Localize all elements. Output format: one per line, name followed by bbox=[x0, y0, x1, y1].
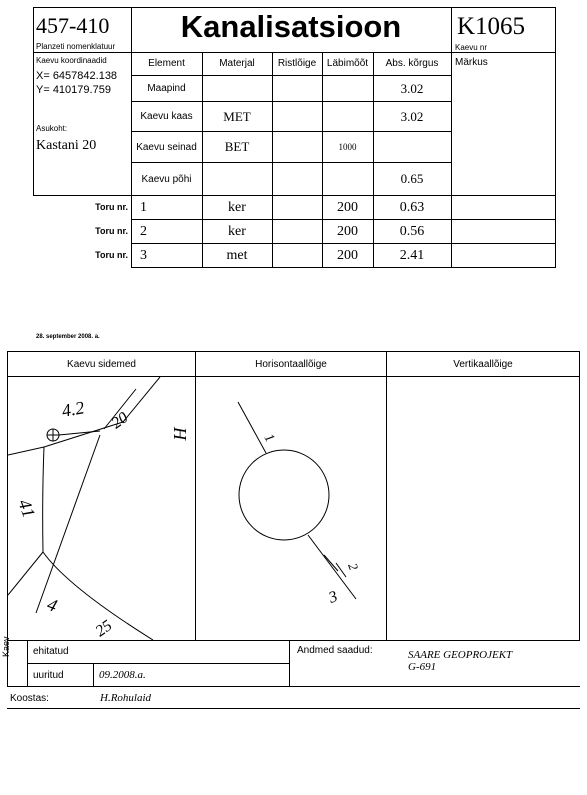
connections-sketch bbox=[8, 377, 195, 640]
panel-horizontal-title: Horisontaallõige bbox=[255, 358, 327, 370]
sheet-code: 457-410 bbox=[36, 13, 110, 38]
col-material-header: Materjal bbox=[219, 57, 255, 69]
sketch-number: 4 bbox=[44, 593, 60, 616]
company-name: SAARE GEOPROJEKT bbox=[408, 649, 513, 661]
sketch-number: 41 bbox=[14, 496, 40, 521]
coord-x: X= 6457842.138 bbox=[36, 70, 118, 82]
row-diameter: 1000 bbox=[338, 142, 357, 152]
sketch-number: 25 bbox=[92, 617, 116, 640]
sheet-code-label: Planzeti nomenklatuur bbox=[36, 42, 116, 51]
col-cross-header: Ristlõige bbox=[277, 57, 317, 69]
pipe-label: Toru nr. bbox=[95, 202, 128, 212]
pipe-diameter: 200 bbox=[337, 199, 358, 215]
row-height: 3.02 bbox=[400, 80, 424, 96]
pipe-material: met bbox=[226, 247, 248, 263]
coords-label: Kaevu koordinaadid bbox=[36, 56, 107, 65]
pipe-no: 3 bbox=[140, 248, 147, 263]
well-number: K1065 bbox=[457, 13, 526, 40]
sketch-number: H bbox=[170, 427, 190, 440]
compiled-label: Koostas: bbox=[10, 693, 49, 704]
pipe-height: 2.41 bbox=[399, 247, 425, 263]
pipe-diameter: 200 bbox=[337, 247, 358, 263]
pipe-material: ker bbox=[228, 199, 246, 215]
col-element-header: Element bbox=[148, 57, 185, 69]
row-element: Kaevu seinad bbox=[136, 141, 197, 153]
pipe-material: ker bbox=[228, 223, 246, 239]
pipe-height: 0.63 bbox=[399, 199, 425, 215]
document-date: 28. september 2008. a. bbox=[36, 334, 100, 340]
row-height: 0.65 bbox=[400, 171, 424, 186]
document-title: Kanalisatsioon bbox=[180, 9, 402, 44]
connections-handwritten-numbers bbox=[14, 397, 190, 640]
compiler-name: H.Rohulaid bbox=[100, 692, 152, 704]
col-height-header: Abs. kõrgus bbox=[385, 57, 439, 69]
surveyed-label: uuritud bbox=[33, 670, 64, 681]
panel-connections-title: Kaevu sidemed bbox=[67, 358, 136, 370]
horizontal-section-sketch bbox=[196, 377, 386, 640]
pipe-label: Toru nr. bbox=[95, 250, 128, 260]
pipe-number-label: 2 bbox=[345, 560, 362, 573]
row-height: 3.02 bbox=[400, 108, 424, 124]
row-material: BET bbox=[224, 139, 250, 154]
row-element: Kaevu põhi bbox=[141, 173, 192, 185]
sketch-number: 20 bbox=[108, 409, 132, 433]
built-label: ehitatud bbox=[33, 646, 69, 657]
pipe-label: Toru nr. bbox=[95, 226, 128, 236]
row-element: Kaevu kaas bbox=[140, 111, 193, 122]
pipe-number-label: 3 bbox=[326, 588, 340, 607]
location: Kastani 20 bbox=[36, 138, 97, 153]
row-element: Maapind bbox=[147, 83, 186, 94]
pipe-no: 2 bbox=[140, 224, 147, 239]
company-code: G-691 bbox=[408, 661, 437, 673]
panel-vertical-title: Vertikaallõige bbox=[453, 358, 513, 370]
data-from-label: Andmed saadud: bbox=[297, 645, 373, 656]
col-diameter-header: Läbimõõt bbox=[326, 57, 369, 69]
surveyed-date: 09.2008.a. bbox=[99, 669, 146, 681]
sketch-number: 4.2 bbox=[60, 397, 86, 421]
location-label: Asukoht: bbox=[36, 124, 68, 133]
pipe-diameter: 200 bbox=[337, 223, 358, 239]
kaev-label: Kaev bbox=[1, 636, 11, 657]
pipe-no: 1 bbox=[140, 200, 147, 215]
coord-y: Y= 410179.759 bbox=[36, 84, 111, 96]
well-number-label: Kaevu nr bbox=[455, 43, 488, 52]
col-notes-header: Märkus bbox=[455, 57, 488, 68]
row-material: MET bbox=[223, 108, 251, 124]
pipe-number-label: 1 bbox=[260, 431, 278, 446]
pipe-height: 0.56 bbox=[399, 223, 425, 239]
